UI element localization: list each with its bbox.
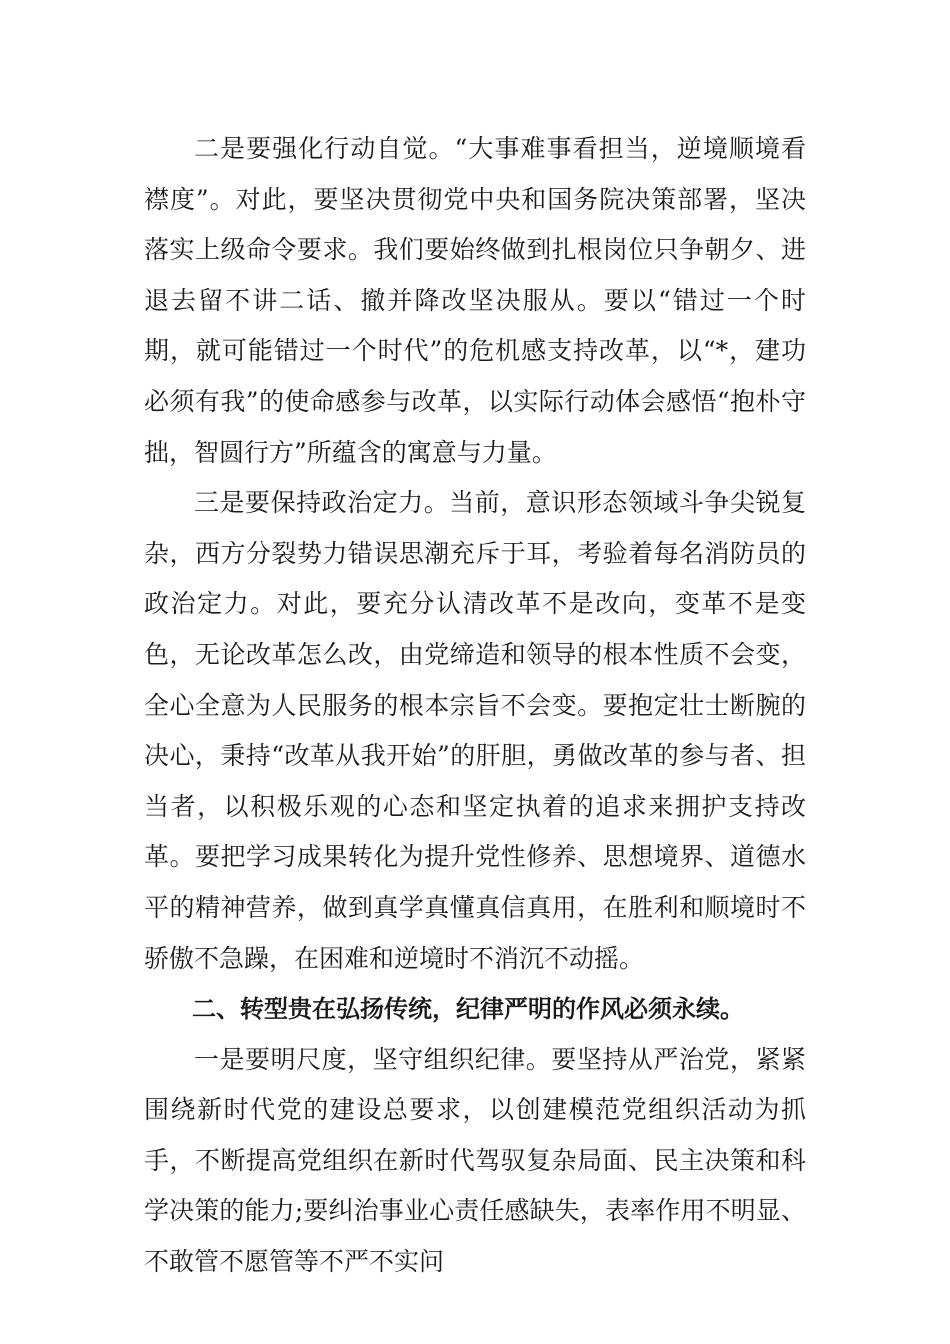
document-body <box>144 124 806 1288</box>
paragraph-political-resolve: 三是要保持政治定力。当前，意识形态领域斗争尖锐复杂，西方分裂势力错误思潮充斥于耳，考验着每名消防员的政治定力。对此，要充分认清改革不是改向，变革不是变色，无论改革怎么改，由党缔造和领导的根本性质不会变，全心全意为人民服务的根本宗旨不会变。要抱定壮士断腕的决心，秉持“改革从我开始”的肝胆，勇做改革的参与者、担当者，以积极乐观的心态和坚定执着的追求来拥护支持改革。要把学习成果转化为提升党性修养、思想境界、道德水平的精神营养，做到真学真懂真信真用，在胜利和顺境时不骄傲不急躁，在困难和逆境时不消沉不动摇。 <box>144 488 806 973</box>
paragraph-action-consciousness: 二是要强化行动自觉。“大事难事看担当，逆境顺境看襟度”。对此，要坚决贯彻党中央和国务院决策部署，坚决落实上级命令要求。我们要始终做到扎根岗位只争朝夕、进退去留不讲二话、撤并降改坚决服从。要以“错过一个时期，就可能错过一个时代”的危机感支持改革，以“*，建功必须有我”的使命感参与改革，以实际行动体会感悟“抱朴守拙，智圆行方”所蕴含的寓意与力量。 <box>144 134 806 467</box>
section-heading: 二、转型贵在弘扬传统，纪律严明的作风必须永续。 <box>192 995 744 1024</box>
paragraph-organizational-discipline: 一是要明尺度，坚守组织纪律。要坚持从严治党，紧紧围绕新时代党的建设总要求，以创建模范党组织活动为抓手，不断提高党组织在新时代驾驭复杂局面、民主决策和科学决策的能力;要纠治事业心责任感缺失，表率作用不明显、不敢管不愿管等不严不实问 <box>144 1044 806 1277</box>
